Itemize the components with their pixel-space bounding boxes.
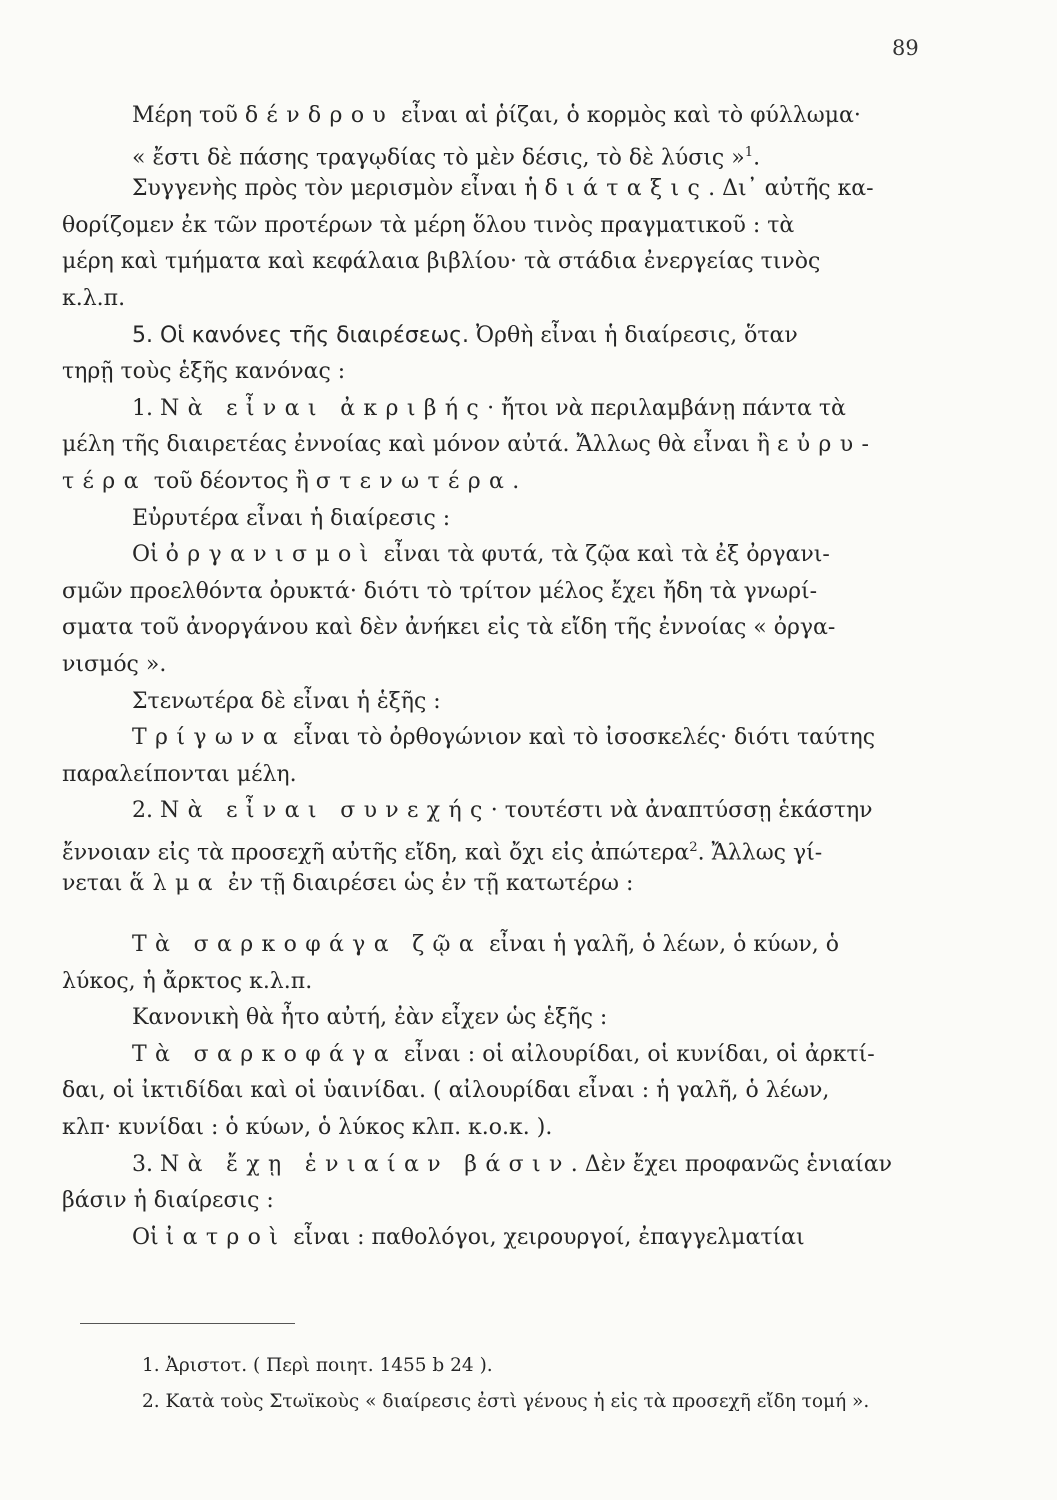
text-line: Μέρη τοῦ δένδρου εἶναι αἱ ῥίζαι, ὁ κορμὸς καὶ τὸ φύλλωμα·	[132, 103, 861, 128]
footnote-ref: 2	[689, 839, 698, 855]
footnote-divider	[80, 1323, 295, 1324]
text-line: Εὐρυτέρα εἶναι ἡ διαίρεσις :	[132, 505, 451, 531]
text-line: σματα τοῦ ἀνοργάνου καὶ δὲν ἀνήκει εἰς τὰ εἴδη τῆς ἐννοίας « ὀργα-	[62, 615, 836, 641]
text-line: Κανονικὴ θὰ ἦτο αὐτή, ἐὰν εἶχεν ὡς ἑξῆς :	[132, 1005, 608, 1031]
page-number: 89	[892, 36, 919, 60]
text-line: Οἱ ἰατροὶ εἶναι : παθολόγοι, χειρουργοί, ἐπαγγελματίαι	[132, 1224, 805, 1250]
text-line: νισμός ».	[62, 651, 167, 677]
footnote: 1. Ἀριστοτ. ( Περὶ ποιητ. 1455 b 24 ).	[142, 1355, 493, 1376]
rule-heading: 3. Νὰ ἔχῃ ἑνιαίαν βάσιν. Δὲν ἔχει προφανῶς ἑνιαίαν	[132, 1151, 892, 1177]
text-line: τηρῇ τοὺς ἑξῆς κανόνας :	[62, 359, 346, 385]
text-line: Τὰ σαρκοφάγα ζῷα εἶναι ἡ γαλῆ, ὁ λέων, ὁ κύων, ὁ	[132, 932, 840, 958]
footnotes	[142, 1348, 962, 1420]
text-line: μέρη καὶ τμήματα καὶ κεφάλαια βιβλίου· τὰ στάδια ἐνεργείας τινὸς	[62, 249, 821, 275]
text-line: Τὰ σαρκοφάγα εἶναι : οἱ αἰλουρίδαι, οἱ κυνίδαι, οἱ ἀρκτί-	[132, 1041, 875, 1067]
text-line: Συγγενὴς πρὸς τὸν μερισμὸν εἶναι ἡ διάταξις. Δι᾽ αὐτῆς κα-	[132, 176, 874, 202]
text-line: βάσιν ἡ διαίρεσις :	[62, 1188, 274, 1214]
rule-heading: 2. Νὰ εἶναι συνεχής· τουτέστι νὰ ἀναπτύσσῃ ἑκάστην	[132, 798, 873, 824]
text-line: μέλη τῆς διαιρετέας ἐννοίας καὶ μόνον αὐτά. Ἄλλως θὰ εἶναι ἢ εὐρυ-	[62, 432, 878, 458]
text-line: κλπ· κυνίδαι : ὁ κύων, ὁ λύκος κλπ. κ.ο.κ. ).	[62, 1115, 553, 1141]
text-line: νεται ἅλμα ἐν τῇ διαιρέσει ὡς ἐν τῇ κατωτέρω :	[62, 871, 634, 897]
footnote: 2. Κατὰ τοὺς Στωϊκοὺς « διαίρεσις ἐστὶ γένους ἡ εἰς τὰ προσεχῆ εἴδη τομή ».	[142, 1391, 870, 1412]
section-heading: 5. Οἱ κανόνες τῆς διαιρέσεως. Ὀρθὴ εἶναι ἡ διαίρεσις, ὅταν	[132, 322, 798, 348]
text-line: « ἔστι δὲ πάσης τραγῳδίας τὸ μὲν δέσις, τὸ δὲ λύσις »$^1$.	[132, 144, 761, 170]
text-line: λύκος, ἡ ἄρκτος κ.λ.π.	[62, 968, 313, 994]
text-line: δαι, οἱ ἰκτιδίδαι καὶ οἱ ὑαινίδαι. ( αἰλουρίδαι εἶναι : ἡ γαλῆ, ὁ λέων,	[62, 1078, 830, 1104]
text-line: θορίζομεν ἐκ τῶν προτέρων τὰ μέρη ὅλου τινὸς πραγματικοῦ : τὰ	[62, 212, 795, 238]
text-line: παραλείπονται μέλη.	[62, 761, 297, 787]
text-line: Οἱ ὀργανισμοὶ εἶναι τὰ φυτά, τὰ ζῷα καὶ τὰ ἐξ ὀργανι-	[132, 542, 830, 568]
text-line: ἔννοιαν εἰς τὰ προσεχῆ αὐτῆς εἴδη, καὶ ὄχι εἰς ἀπώτερα$^2$. Ἄλλως γί-	[62, 839, 823, 866]
text-line: τέρα τοῦ δέοντος ἢ στενωτέρα.	[62, 468, 520, 494]
text-line: κ.λ.π.	[62, 285, 126, 311]
text-line: Τρίγωνα εἶναι τὸ ὀρθογώνιον καὶ τὸ ἰσοσκελές· διότι ταύτης	[132, 725, 876, 751]
footnote-ref: 1	[744, 144, 754, 160]
text-line: σμῶν προελθόντα ὀρυκτά· διότι τὸ τρίτον μέλος ἔχει ἤδη τὰ γνωρί-	[62, 578, 818, 604]
body-text	[62, 98, 942, 1256]
rule-heading: 1. Νὰ εἶναι ἀκριβής· ἤτοι νὰ περιλαμβάνῃ πάντα τὰ	[132, 395, 846, 421]
text-line: Στενωτέρα δὲ εἶναι ἡ ἑξῆς :	[132, 688, 441, 714]
